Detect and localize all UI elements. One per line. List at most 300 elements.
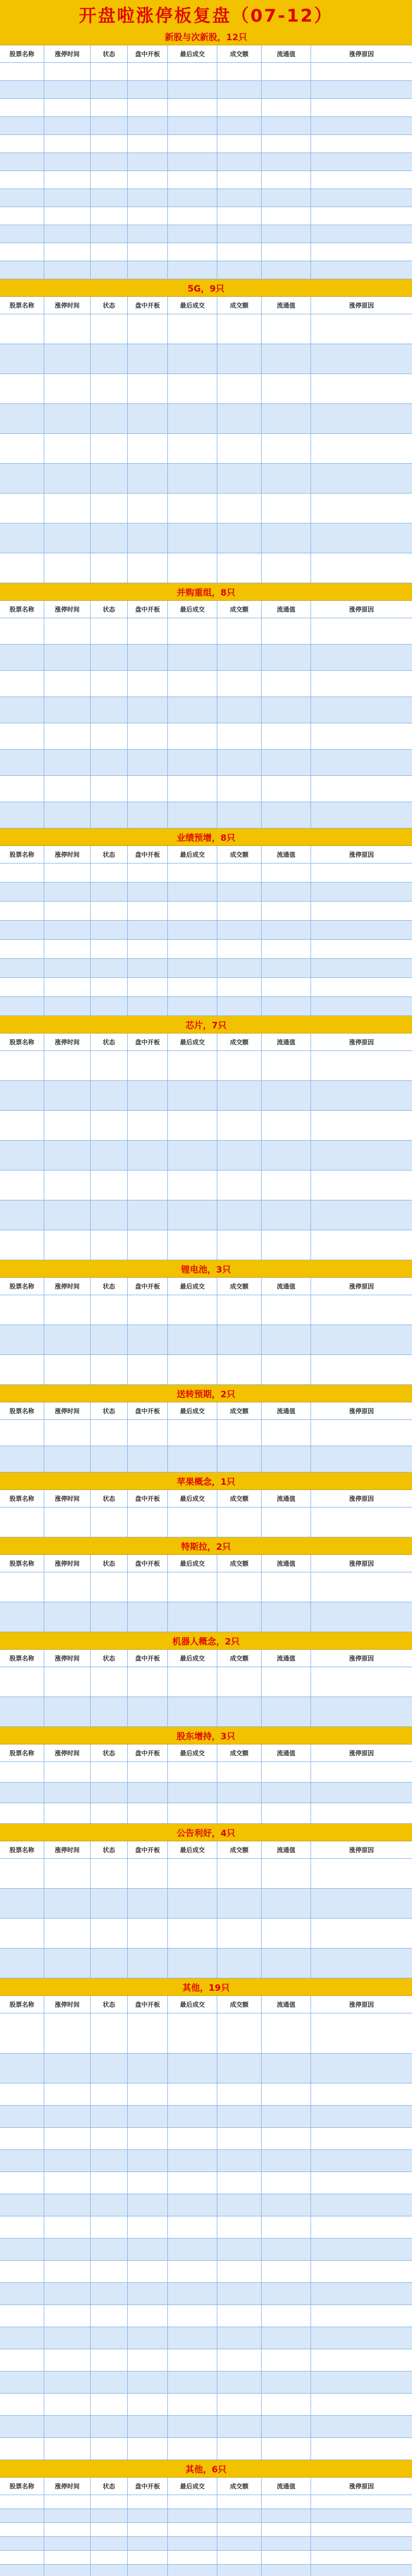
column-header-reason: 涨停原因 bbox=[349, 1408, 374, 1415]
turnover-cell bbox=[217, 189, 262, 207]
table-row[interactable] bbox=[0, 261, 412, 279]
table-row[interactable] bbox=[0, 750, 412, 776]
limit-up-reason-cell bbox=[311, 243, 412, 261]
float-value-cell bbox=[262, 2194, 311, 2216]
turnover-cell bbox=[217, 2416, 262, 2437]
table-row[interactable] bbox=[0, 404, 412, 434]
stock-name-cell[interactable] bbox=[0, 2283, 44, 2304]
table-row[interactable] bbox=[0, 1572, 412, 1602]
table-row[interactable] bbox=[0, 1803, 412, 1824]
table-row[interactable] bbox=[0, 2216, 412, 2239]
status-cell bbox=[91, 883, 128, 901]
table-row[interactable] bbox=[0, 997, 412, 1016]
stock-name-cell[interactable] bbox=[0, 117, 44, 134]
stock-name-cell[interactable] bbox=[0, 225, 44, 243]
table-row[interactable] bbox=[0, 1355, 412, 1385]
turnover-cell bbox=[217, 883, 262, 901]
stock-name-cell[interactable] bbox=[0, 883, 44, 901]
limit-up-time-cell bbox=[44, 2283, 91, 2304]
table-row[interactable] bbox=[0, 63, 412, 81]
column-header-time: 涨停时间 bbox=[44, 1841, 91, 1858]
column-header-turnover: 成交额 bbox=[217, 1841, 262, 1858]
table-row[interactable] bbox=[0, 645, 412, 671]
status-cell bbox=[91, 802, 128, 828]
stock-name-cell[interactable] bbox=[0, 959, 44, 977]
stock-name-cell[interactable] bbox=[0, 207, 44, 225]
stock-name-cell[interactable] bbox=[0, 2239, 44, 2260]
table-row[interactable] bbox=[0, 171, 412, 189]
section-header: 苹果概念，1只 bbox=[0, 1472, 412, 1490]
stock-name-cell[interactable] bbox=[0, 2438, 44, 2460]
stock-name-cell[interactable] bbox=[0, 2261, 44, 2282]
stock-name-cell[interactable] bbox=[0, 1697, 44, 1726]
stock-name-cell[interactable] bbox=[0, 2394, 44, 2415]
table-row[interactable] bbox=[0, 2371, 412, 2394]
limit-up-time-cell bbox=[44, 723, 91, 749]
float-value-cell bbox=[262, 1141, 311, 1170]
table-row[interactable] bbox=[0, 135, 412, 153]
table-row[interactable] bbox=[0, 1051, 412, 1081]
last-price-cell bbox=[168, 2261, 217, 2282]
column-header-turnover: 成交额 bbox=[217, 45, 262, 62]
table-row[interactable] bbox=[0, 1919, 412, 1948]
stock-name-cell[interactable] bbox=[0, 645, 44, 670]
stock-name-cell[interactable] bbox=[0, 802, 44, 828]
stock-name-cell[interactable] bbox=[0, 618, 44, 644]
limit-up-time-cell bbox=[44, 1667, 91, 1697]
table-row[interactable] bbox=[0, 2416, 412, 2438]
stock-name-cell[interactable] bbox=[0, 1230, 44, 1260]
stock-name-cell[interactable] bbox=[0, 1051, 44, 1080]
stock-name-cell[interactable] bbox=[0, 1325, 44, 1354]
stock-name-cell[interactable] bbox=[0, 1948, 44, 1978]
stock-name-cell[interactable] bbox=[0, 2509, 44, 2522]
intraday-open-cell bbox=[128, 2150, 168, 2172]
table-row[interactable] bbox=[0, 153, 412, 171]
intraday-open-cell bbox=[128, 2416, 168, 2437]
table-row[interactable] bbox=[0, 776, 412, 802]
stock-name-cell[interactable] bbox=[0, 314, 44, 344]
intraday-open-cell bbox=[128, 921, 168, 939]
status-cell bbox=[91, 2495, 128, 2509]
table-row[interactable] bbox=[0, 1697, 412, 1727]
stock-name-cell[interactable] bbox=[0, 1783, 44, 1803]
last-price-cell bbox=[168, 1111, 217, 1140]
status-cell bbox=[91, 171, 128, 189]
table-row[interactable] bbox=[0, 2083, 412, 2106]
stock-name-cell[interactable] bbox=[0, 494, 44, 523]
table-row[interactable] bbox=[0, 523, 412, 553]
stock-name-cell[interactable] bbox=[0, 978, 44, 996]
column-header-price: 最后成交 bbox=[168, 1996, 217, 2013]
table-row[interactable] bbox=[0, 723, 412, 750]
stock-name-cell[interactable] bbox=[0, 1803, 44, 1823]
turnover-cell bbox=[217, 135, 262, 152]
table-row[interactable] bbox=[0, 2551, 412, 2565]
table-row[interactable] bbox=[0, 464, 412, 494]
stock-name-cell[interactable] bbox=[0, 1446, 44, 1472]
status-cell bbox=[91, 2013, 128, 2053]
table-row[interactable] bbox=[0, 2305, 412, 2327]
limit-up-time-cell bbox=[44, 81, 91, 98]
table-row[interactable] bbox=[0, 2495, 412, 2509]
intraday-open-cell bbox=[128, 863, 168, 882]
table-row[interactable] bbox=[0, 1141, 412, 1171]
column-header-turnover: 成交额 bbox=[217, 1996, 262, 2013]
status-cell bbox=[91, 921, 128, 939]
stock-name-cell[interactable] bbox=[0, 2128, 44, 2149]
table-row[interactable] bbox=[0, 2509, 412, 2523]
table-row[interactable] bbox=[0, 2565, 412, 2576]
table-row[interactable] bbox=[0, 2438, 412, 2460]
limit-up-time-cell bbox=[44, 2150, 91, 2172]
column-header-row bbox=[0, 1744, 412, 1762]
limit-up-time-cell bbox=[44, 2565, 91, 2576]
limit-up-time-cell bbox=[44, 261, 91, 279]
limit-up-time-cell bbox=[44, 671, 91, 697]
last-price-cell bbox=[168, 2394, 217, 2415]
status-cell bbox=[91, 1507, 128, 1537]
intraday-open-cell bbox=[128, 902, 168, 920]
turnover-cell bbox=[217, 117, 262, 134]
turnover-cell bbox=[217, 344, 262, 374]
page-title: 开盘啦涨停板复盘（07-12） bbox=[79, 5, 333, 26]
stock-name-cell[interactable] bbox=[0, 1200, 44, 1230]
intraday-open-cell bbox=[128, 135, 168, 152]
stock-name-cell[interactable] bbox=[0, 464, 44, 493]
table-row[interactable] bbox=[0, 189, 412, 207]
last-price-cell bbox=[168, 723, 217, 749]
stock-name-cell[interactable] bbox=[0, 671, 44, 697]
column-header-status: 状态 bbox=[91, 1841, 128, 1858]
float-value-cell bbox=[262, 171, 311, 189]
table-row[interactable] bbox=[0, 2106, 412, 2128]
table-row[interactable] bbox=[0, 1446, 412, 1472]
limit-up-reason-cell bbox=[311, 921, 412, 939]
limit-up-reason-cell bbox=[311, 171, 412, 189]
turnover-cell bbox=[217, 1171, 262, 1200]
limit-up-reason-cell bbox=[311, 2106, 412, 2127]
last-price-cell bbox=[168, 1081, 217, 1110]
limit-up-reason-cell bbox=[311, 2371, 412, 2393]
table-row[interactable] bbox=[0, 802, 412, 828]
column-header-status: 状态 bbox=[91, 601, 128, 618]
stock-name-cell[interactable] bbox=[0, 63, 44, 80]
stock-name-cell[interactable] bbox=[0, 404, 44, 433]
stock-name-cell[interactable] bbox=[0, 135, 44, 152]
stock-name-cell[interactable] bbox=[0, 1081, 44, 1110]
float-value-cell bbox=[262, 2349, 311, 2371]
intraday-open-cell bbox=[128, 2239, 168, 2260]
stock-name-cell[interactable] bbox=[0, 1762, 44, 1782]
float-value-cell bbox=[262, 2150, 311, 2172]
stock-name-cell[interactable] bbox=[0, 776, 44, 802]
stock-name-cell[interactable] bbox=[0, 2327, 44, 2349]
status-cell bbox=[91, 1446, 128, 1472]
stock-name-cell[interactable] bbox=[0, 2083, 44, 2105]
stock-name-cell[interactable] bbox=[0, 553, 44, 583]
status-cell bbox=[91, 2194, 128, 2216]
turnover-cell bbox=[217, 959, 262, 977]
stock-name-cell[interactable] bbox=[0, 2349, 44, 2371]
last-price-cell bbox=[168, 63, 217, 80]
stock-name-cell[interactable] bbox=[0, 1667, 44, 1697]
stock-name-cell[interactable] bbox=[0, 1141, 44, 1170]
stock-name-cell[interactable] bbox=[0, 940, 44, 958]
stock-name-cell[interactable] bbox=[0, 2416, 44, 2437]
column-header-open: 盘中开板 bbox=[128, 45, 168, 62]
stock-name-cell[interactable] bbox=[0, 750, 44, 775]
limit-up-time-cell bbox=[44, 1697, 91, 1726]
stock-name-cell[interactable] bbox=[0, 2305, 44, 2327]
stock-name-cell[interactable] bbox=[0, 921, 44, 939]
intraday-open-cell bbox=[128, 2495, 168, 2509]
intraday-open-cell bbox=[128, 2172, 168, 2194]
limit-up-time-cell bbox=[44, 1200, 91, 1230]
float-value-cell bbox=[262, 523, 311, 553]
column-header-status: 状态 bbox=[91, 2478, 128, 2495]
column-header-open: 盘中开板 bbox=[128, 1402, 168, 1419]
table-row[interactable] bbox=[0, 374, 412, 404]
status-cell bbox=[91, 1919, 128, 1948]
intraday-open-cell bbox=[128, 1200, 168, 1230]
stock-name-cell[interactable] bbox=[0, 374, 44, 403]
float-value-cell bbox=[262, 1572, 311, 1602]
limit-up-time-cell bbox=[44, 2239, 91, 2260]
table-row[interactable] bbox=[0, 2537, 412, 2551]
stock-name-cell[interactable] bbox=[0, 189, 44, 207]
table-row[interactable] bbox=[0, 1111, 412, 1141]
table-row[interactable] bbox=[0, 1667, 412, 1697]
stock-name-cell[interactable] bbox=[0, 1602, 44, 1632]
table-row[interactable] bbox=[0, 1783, 412, 1803]
turnover-cell bbox=[217, 225, 262, 243]
turnover-cell bbox=[217, 2371, 262, 2393]
table-row[interactable] bbox=[0, 863, 412, 883]
status-cell bbox=[91, 1783, 128, 1803]
table-row[interactable] bbox=[0, 344, 412, 374]
table-row[interactable] bbox=[0, 1081, 412, 1111]
stock-name-cell[interactable] bbox=[0, 2172, 44, 2194]
float-value-cell bbox=[262, 2128, 311, 2149]
table-row[interactable] bbox=[0, 2194, 412, 2216]
table-row[interactable] bbox=[0, 2394, 412, 2416]
status-cell bbox=[91, 344, 128, 374]
table-row[interactable] bbox=[0, 2239, 412, 2261]
status-cell bbox=[91, 1667, 128, 1697]
table-row[interactable] bbox=[0, 959, 412, 978]
table-row[interactable] bbox=[0, 1602, 412, 1632]
last-price-cell bbox=[168, 997, 217, 1015]
last-price-cell bbox=[168, 1230, 217, 1260]
table-row[interactable] bbox=[0, 99, 412, 117]
last-price-cell bbox=[168, 1572, 217, 1602]
table-row[interactable] bbox=[0, 1859, 412, 1889]
table-row[interactable] bbox=[0, 81, 412, 99]
table-row[interactable] bbox=[0, 553, 412, 583]
table-row[interactable] bbox=[0, 1325, 412, 1355]
table-row[interactable] bbox=[0, 243, 412, 261]
column-header-open: 盘中开板 bbox=[128, 1841, 168, 1858]
table-row[interactable] bbox=[0, 618, 412, 645]
last-price-cell bbox=[168, 883, 217, 901]
turnover-cell bbox=[217, 1602, 262, 1632]
table-row[interactable] bbox=[0, 1230, 412, 1260]
limit-up-reason-cell bbox=[311, 1355, 412, 1384]
status-cell bbox=[91, 314, 128, 344]
stock-name-cell[interactable] bbox=[0, 261, 44, 279]
limit-up-reason-cell bbox=[311, 2128, 412, 2149]
stock-name-cell[interactable] bbox=[0, 2150, 44, 2172]
status-cell bbox=[91, 1171, 128, 1200]
limit-up-reason-cell bbox=[311, 374, 412, 403]
table-row[interactable] bbox=[0, 1507, 412, 1537]
table-row[interactable] bbox=[0, 434, 412, 464]
section-header: 送转预期，2只 bbox=[0, 1385, 412, 1402]
table-row[interactable] bbox=[0, 2054, 412, 2083]
stock-name-cell[interactable] bbox=[0, 902, 44, 920]
stock-name-cell[interactable] bbox=[0, 2537, 44, 2550]
limit-up-reason-cell bbox=[311, 1602, 412, 1632]
turnover-cell bbox=[217, 671, 262, 697]
stock-name-cell[interactable] bbox=[0, 1889, 44, 1918]
stock-name-cell[interactable] bbox=[0, 153, 44, 171]
table-row[interactable] bbox=[0, 207, 412, 225]
table-row[interactable] bbox=[0, 2261, 412, 2283]
table-row[interactable] bbox=[0, 494, 412, 523]
table-row[interactable] bbox=[0, 314, 412, 344]
stock-name-cell[interactable] bbox=[0, 1111, 44, 1140]
stock-name-cell[interactable] bbox=[0, 863, 44, 882]
stock-name-cell[interactable] bbox=[0, 99, 44, 116]
stock-name-cell[interactable] bbox=[0, 81, 44, 98]
table-row[interactable] bbox=[0, 2349, 412, 2371]
column-header-row bbox=[0, 1996, 412, 2013]
limit-up-time-cell bbox=[44, 2013, 91, 2053]
table-row[interactable] bbox=[0, 921, 412, 940]
table-row[interactable] bbox=[0, 2327, 412, 2349]
stock-name-cell[interactable] bbox=[0, 2565, 44, 2576]
stock-name-cell[interactable] bbox=[0, 2371, 44, 2393]
last-price-cell bbox=[168, 940, 217, 958]
stock-name-cell[interactable] bbox=[0, 723, 44, 749]
table-row[interactable] bbox=[0, 2128, 412, 2150]
limit-up-time-cell bbox=[44, 2106, 91, 2127]
column-header-float: 流通值 bbox=[262, 601, 311, 618]
stock-name-cell[interactable] bbox=[0, 1507, 44, 1537]
limit-up-reason-cell bbox=[311, 81, 412, 98]
stock-name-cell[interactable] bbox=[0, 1171, 44, 1200]
last-price-cell bbox=[168, 374, 217, 403]
section-header: 5G，9只 bbox=[0, 279, 412, 297]
stock-name-cell[interactable] bbox=[0, 2551, 44, 2564]
status-cell bbox=[91, 2327, 128, 2349]
turnover-cell bbox=[217, 2054, 262, 2083]
table-row[interactable] bbox=[0, 1200, 412, 1230]
stock-name-cell[interactable] bbox=[0, 2495, 44, 2509]
turnover-cell bbox=[217, 2261, 262, 2282]
table-row[interactable] bbox=[0, 2150, 412, 2172]
limit-up-time-cell bbox=[44, 1572, 91, 1602]
turnover-cell bbox=[217, 776, 262, 802]
last-price-cell bbox=[168, 261, 217, 279]
table-row[interactable] bbox=[0, 117, 412, 135]
intraday-open-cell bbox=[128, 2523, 168, 2536]
table-row[interactable] bbox=[0, 2013, 412, 2054]
status-cell bbox=[91, 1762, 128, 1782]
stock-name-cell[interactable] bbox=[0, 2054, 44, 2083]
table-row[interactable] bbox=[0, 2523, 412, 2537]
stock-name-cell[interactable] bbox=[0, 2523, 44, 2536]
stock-name-cell[interactable] bbox=[0, 697, 44, 723]
turnover-cell bbox=[217, 1919, 262, 1948]
stock-name-cell[interactable] bbox=[0, 1355, 44, 1384]
stock-name-cell[interactable] bbox=[0, 1420, 44, 1446]
stock-name-cell[interactable] bbox=[0, 1295, 44, 1325]
stock-name-cell[interactable] bbox=[0, 2013, 44, 2053]
last-price-cell bbox=[168, 1697, 217, 1726]
stock-name-cell[interactable] bbox=[0, 2216, 44, 2238]
table-row[interactable] bbox=[0, 1420, 412, 1446]
stock-name-cell[interactable] bbox=[0, 2106, 44, 2127]
table-row[interactable] bbox=[0, 225, 412, 243]
table-row[interactable] bbox=[0, 671, 412, 697]
status-cell bbox=[91, 2349, 128, 2371]
status-cell bbox=[91, 81, 128, 98]
table-row[interactable] bbox=[0, 883, 412, 902]
stock-name-cell[interactable] bbox=[0, 1572, 44, 1602]
stock-name-cell[interactable] bbox=[0, 171, 44, 189]
limit-up-reason-cell bbox=[311, 723, 412, 749]
column-header-name: 股票名称 bbox=[0, 1555, 44, 1572]
stock-name-cell[interactable] bbox=[0, 243, 44, 261]
intraday-open-cell bbox=[128, 2551, 168, 2564]
stock-name-cell[interactable] bbox=[0, 344, 44, 374]
table-row[interactable] bbox=[0, 902, 412, 921]
last-price-cell bbox=[168, 99, 217, 116]
turnover-cell bbox=[217, 1783, 262, 1803]
table-row[interactable] bbox=[0, 2283, 412, 2305]
limit-up-time-cell bbox=[44, 2172, 91, 2194]
table-row[interactable] bbox=[0, 1889, 412, 1919]
status-cell bbox=[91, 2305, 128, 2327]
intraday-open-cell bbox=[128, 750, 168, 775]
table-row[interactable] bbox=[0, 1295, 412, 1325]
column-header-float: 流通值 bbox=[262, 45, 311, 62]
float-value-cell bbox=[262, 671, 311, 697]
limit-up-time-cell bbox=[44, 189, 91, 207]
intraday-open-cell bbox=[128, 1783, 168, 1803]
table-row[interactable] bbox=[0, 2172, 412, 2194]
table-row[interactable] bbox=[0, 978, 412, 997]
table-row[interactable] bbox=[0, 1171, 412, 1200]
stock-name-cell[interactable] bbox=[0, 2194, 44, 2216]
stock-name-cell[interactable] bbox=[0, 434, 44, 463]
last-price-cell bbox=[168, 863, 217, 882]
table-row[interactable] bbox=[0, 1762, 412, 1783]
stock-name-cell[interactable] bbox=[0, 997, 44, 1015]
status-cell bbox=[91, 553, 128, 583]
stock-name-cell[interactable] bbox=[0, 1859, 44, 1888]
table-row[interactable] bbox=[0, 940, 412, 959]
float-value-cell bbox=[262, 261, 311, 279]
table-row[interactable] bbox=[0, 697, 412, 723]
float-value-cell bbox=[262, 1803, 311, 1823]
table-row[interactable] bbox=[0, 1948, 412, 1978]
stock-name-cell[interactable] bbox=[0, 523, 44, 553]
limit-up-time-cell bbox=[44, 1051, 91, 1080]
stock-name-cell[interactable] bbox=[0, 1919, 44, 1948]
